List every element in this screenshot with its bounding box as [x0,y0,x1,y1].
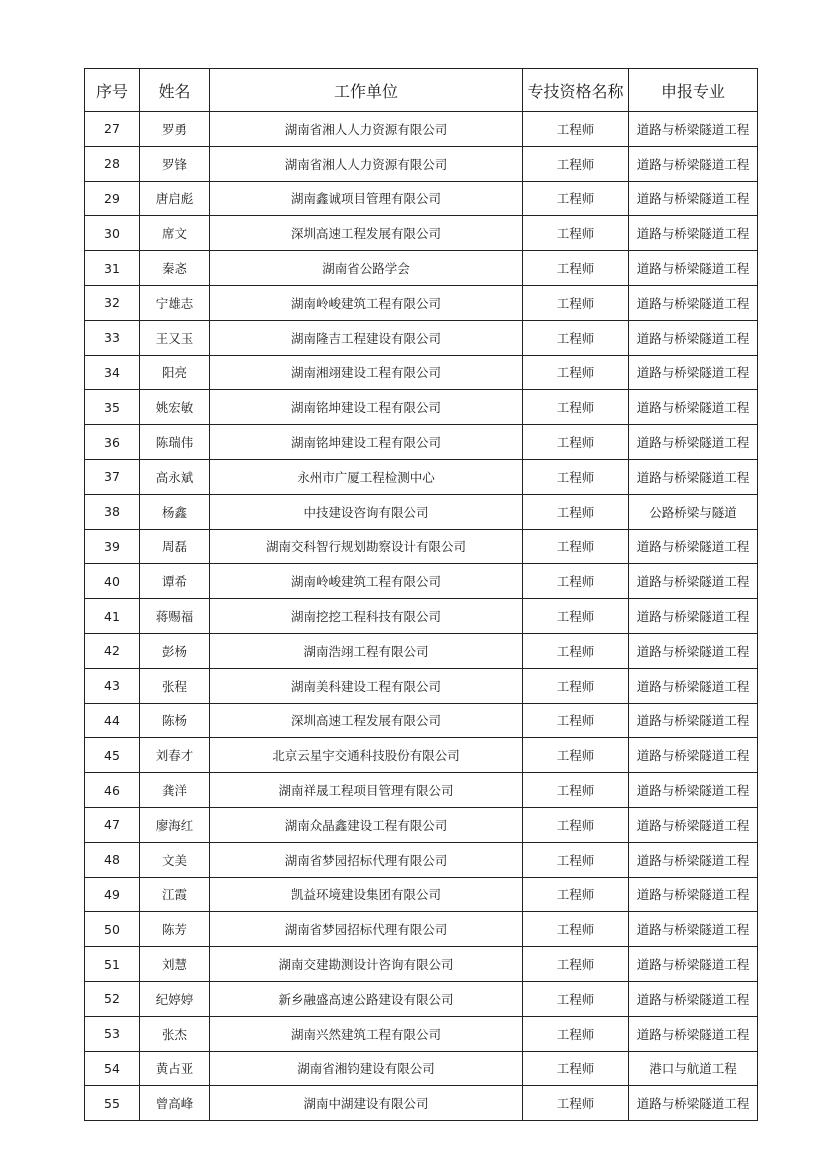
cell-serial-number: 33 [85,320,140,355]
cell-name: 唐启彪 [140,181,210,216]
cell-specialty: 道路与桥梁隧道工程 [629,425,758,460]
cell-work-unit: 深圳高速工程发展有限公司 [210,216,523,251]
cell-work-unit: 湖南省湘钧建设有限公司 [210,1051,523,1086]
table-row [85,425,758,460]
cell-serial-number: 31 [85,251,140,286]
cell-work-unit: 湖南挖挖工程科技有限公司 [210,599,523,634]
cell-name: 高永斌 [140,459,210,494]
cell-qualification: 工程师 [523,912,629,947]
cell-work-unit: 湖南省梦园招标代理有限公司 [210,912,523,947]
cell-work-unit: 湖南湘翊建设工程有限公司 [210,355,523,390]
table-row [85,494,758,529]
cell-work-unit: 湖南兴然建筑工程有限公司 [210,1016,523,1051]
cell-qualification: 工程师 [523,1016,629,1051]
cell-name: 杨鑫 [140,494,210,529]
cell-work-unit: 湖南省湘人人力资源有限公司 [210,146,523,181]
cell-specialty: 道路与桥梁隧道工程 [629,390,758,425]
cell-qualification: 工程师 [523,181,629,216]
cell-qualification: 工程师 [523,390,629,425]
table-row [85,181,758,216]
cell-specialty: 道路与桥梁隧道工程 [629,112,758,147]
cell-specialty: 公路桥梁与隧道 [629,494,758,529]
cell-qualification: 工程师 [523,947,629,982]
cell-specialty: 道路与桥梁隧道工程 [629,285,758,320]
cell-work-unit: 湖南祥晟工程项目管理有限公司 [210,773,523,808]
cell-qualification: 工程师 [523,285,629,320]
cell-qualification: 工程师 [523,633,629,668]
cell-specialty: 道路与桥梁隧道工程 [629,842,758,877]
cell-specialty: 道路与桥梁隧道工程 [629,529,758,564]
cell-serial-number: 36 [85,425,140,460]
cell-serial-number: 41 [85,599,140,634]
cell-specialty: 道路与桥梁隧道工程 [629,912,758,947]
table-row [85,564,758,599]
cell-specialty: 道路与桥梁隧道工程 [629,981,758,1016]
cell-work-unit: 湖南岭峻建筑工程有限公司 [210,564,523,599]
cell-qualification: 工程师 [523,1086,629,1121]
cell-serial-number: 34 [85,355,140,390]
cell-work-unit: 湖南省湘人人力资源有限公司 [210,112,523,147]
cell-specialty: 道路与桥梁隧道工程 [629,773,758,808]
table-row [85,1051,758,1086]
cell-work-unit: 永州市广厦工程检测中心 [210,459,523,494]
cell-qualification: 工程师 [523,355,629,390]
cell-work-unit: 湖南众晶鑫建设工程有限公司 [210,807,523,842]
cell-qualification: 工程师 [523,1051,629,1086]
cell-qualification: 工程师 [523,459,629,494]
cell-work-unit: 湖南岭峻建筑工程有限公司 [210,285,523,320]
cell-qualification: 工程师 [523,877,629,912]
cell-qualification: 工程师 [523,773,629,808]
cell-specialty: 道路与桥梁隧道工程 [629,1016,758,1051]
header-qualification: 专技资格名称 [523,69,629,112]
cell-serial-number: 37 [85,459,140,494]
cell-work-unit: 湖南中湖建设有限公司 [210,1086,523,1121]
cell-qualification: 工程师 [523,112,629,147]
cell-specialty: 道路与桥梁隧道工程 [629,251,758,286]
cell-name: 陈芳 [140,912,210,947]
table-row [85,320,758,355]
cell-qualification: 工程师 [523,981,629,1016]
cell-serial-number: 46 [85,773,140,808]
cell-specialty: 道路与桥梁隧道工程 [629,459,758,494]
header-serial-number: 序号 [85,69,140,112]
cell-name: 周磊 [140,529,210,564]
cell-qualification: 工程师 [523,216,629,251]
table-row [85,912,758,947]
cell-serial-number: 47 [85,807,140,842]
cell-name: 张程 [140,668,210,703]
cell-serial-number: 40 [85,564,140,599]
table-row [85,1086,758,1121]
table-row [85,842,758,877]
cell-work-unit: 湖南铭坤建设工程有限公司 [210,390,523,425]
cell-qualification: 工程师 [523,738,629,773]
cell-work-unit: 湖南交建勘测设计咨询有限公司 [210,947,523,982]
table-row [85,599,758,634]
table-row [85,633,758,668]
cell-serial-number: 30 [85,216,140,251]
cell-serial-number: 49 [85,877,140,912]
cell-specialty: 道路与桥梁隧道工程 [629,355,758,390]
table-body [85,112,758,1121]
cell-qualification: 工程师 [523,807,629,842]
cell-specialty: 道路与桥梁隧道工程 [629,599,758,634]
cell-serial-number: 55 [85,1086,140,1121]
cell-serial-number: 32 [85,285,140,320]
cell-qualification: 工程师 [523,251,629,286]
table-row [85,773,758,808]
cell-work-unit: 湖南交科智行规划勘察设计有限公司 [210,529,523,564]
table-row [85,355,758,390]
cell-serial-number: 53 [85,1016,140,1051]
table-row [85,529,758,564]
cell-serial-number: 51 [85,947,140,982]
header-specialty: 申报专业 [629,69,758,112]
cell-name: 黄占亚 [140,1051,210,1086]
cell-serial-number: 38 [85,494,140,529]
cell-name: 刘春才 [140,738,210,773]
cell-specialty: 道路与桥梁隧道工程 [629,216,758,251]
cell-specialty: 道路与桥梁隧道工程 [629,947,758,982]
cell-name: 秦忞 [140,251,210,286]
cell-name: 陈杨 [140,703,210,738]
cell-serial-number: 28 [85,146,140,181]
cell-serial-number: 35 [85,390,140,425]
table-row [85,1016,758,1051]
table-row [85,703,758,738]
cell-specialty: 道路与桥梁隧道工程 [629,738,758,773]
cell-serial-number: 43 [85,668,140,703]
cell-name: 姚宏敏 [140,390,210,425]
cell-serial-number: 27 [85,112,140,147]
cell-work-unit: 北京云星宇交通科技股份有限公司 [210,738,523,773]
cell-name: 龚洋 [140,773,210,808]
cell-qualification: 工程师 [523,320,629,355]
cell-name: 宁雄志 [140,285,210,320]
table-row [85,112,758,147]
cell-work-unit: 凯益环境建设集团有限公司 [210,877,523,912]
cell-work-unit: 湖南美科建设工程有限公司 [210,668,523,703]
table-row [85,807,758,842]
table-row [85,947,758,982]
cell-serial-number: 29 [85,181,140,216]
cell-serial-number: 48 [85,842,140,877]
cell-name: 罗勇 [140,112,210,147]
header-work-unit: 工作单位 [210,69,523,112]
cell-qualification: 工程师 [523,146,629,181]
cell-serial-number: 45 [85,738,140,773]
cell-name: 文美 [140,842,210,877]
cell-work-unit: 深圳高速工程发展有限公司 [210,703,523,738]
cell-work-unit: 湖南省梦园招标代理有限公司 [210,842,523,877]
cell-specialty: 道路与桥梁隧道工程 [629,807,758,842]
cell-specialty: 道路与桥梁隧道工程 [629,564,758,599]
table-row [85,981,758,1016]
table-row [85,459,758,494]
cell-name: 刘慧 [140,947,210,982]
table-row [85,285,758,320]
cell-name: 罗锋 [140,146,210,181]
table-row [85,668,758,703]
cell-work-unit: 湖南省公路学会 [210,251,523,286]
table-row [85,251,758,286]
cell-serial-number: 52 [85,981,140,1016]
cell-work-unit: 湖南隆吉工程建设有限公司 [210,320,523,355]
cell-serial-number: 39 [85,529,140,564]
roster-table [84,68,758,1121]
cell-qualification: 工程师 [523,599,629,634]
cell-specialty: 道路与桥梁隧道工程 [629,668,758,703]
cell-name: 江霞 [140,877,210,912]
cell-name: 谭希 [140,564,210,599]
cell-name: 席文 [140,216,210,251]
cell-specialty: 道路与桥梁隧道工程 [629,1086,758,1121]
table-row [85,216,758,251]
cell-serial-number: 44 [85,703,140,738]
table-row [85,146,758,181]
cell-specialty: 港口与航道工程 [629,1051,758,1086]
cell-qualification: 工程师 [523,564,629,599]
cell-name: 曾高峰 [140,1086,210,1121]
cell-specialty: 道路与桥梁隧道工程 [629,633,758,668]
cell-specialty: 道路与桥梁隧道工程 [629,877,758,912]
cell-work-unit: 湖南浩翊工程有限公司 [210,633,523,668]
cell-specialty: 道路与桥梁隧道工程 [629,703,758,738]
cell-work-unit: 新乡融盛高速公路建设有限公司 [210,981,523,1016]
cell-qualification: 工程师 [523,494,629,529]
cell-serial-number: 50 [85,912,140,947]
cell-work-unit: 湖南铭坤建设工程有限公司 [210,425,523,460]
cell-qualification: 工程师 [523,425,629,460]
cell-qualification: 工程师 [523,842,629,877]
table-row [85,738,758,773]
cell-name: 陈瑞伟 [140,425,210,460]
cell-name: 廖海红 [140,807,210,842]
table-row [85,390,758,425]
cell-name: 纪婷婷 [140,981,210,1016]
header-name: 姓名 [140,69,210,112]
table-row [85,877,758,912]
cell-specialty: 道路与桥梁隧道工程 [629,146,758,181]
cell-qualification: 工程师 [523,703,629,738]
cell-name: 蒋赐福 [140,599,210,634]
cell-qualification: 工程师 [523,668,629,703]
cell-serial-number: 54 [85,1051,140,1086]
table-header-row [85,69,758,112]
cell-work-unit: 中技建设咨询有限公司 [210,494,523,529]
cell-serial-number: 42 [85,633,140,668]
cell-qualification: 工程师 [523,529,629,564]
cell-name: 彭杨 [140,633,210,668]
cell-name: 阳亮 [140,355,210,390]
cell-name: 张杰 [140,1016,210,1051]
cell-specialty: 道路与桥梁隧道工程 [629,181,758,216]
cell-name: 王又玉 [140,320,210,355]
cell-specialty: 道路与桥梁隧道工程 [629,320,758,355]
cell-work-unit: 湖南鑫诚项目管理有限公司 [210,181,523,216]
